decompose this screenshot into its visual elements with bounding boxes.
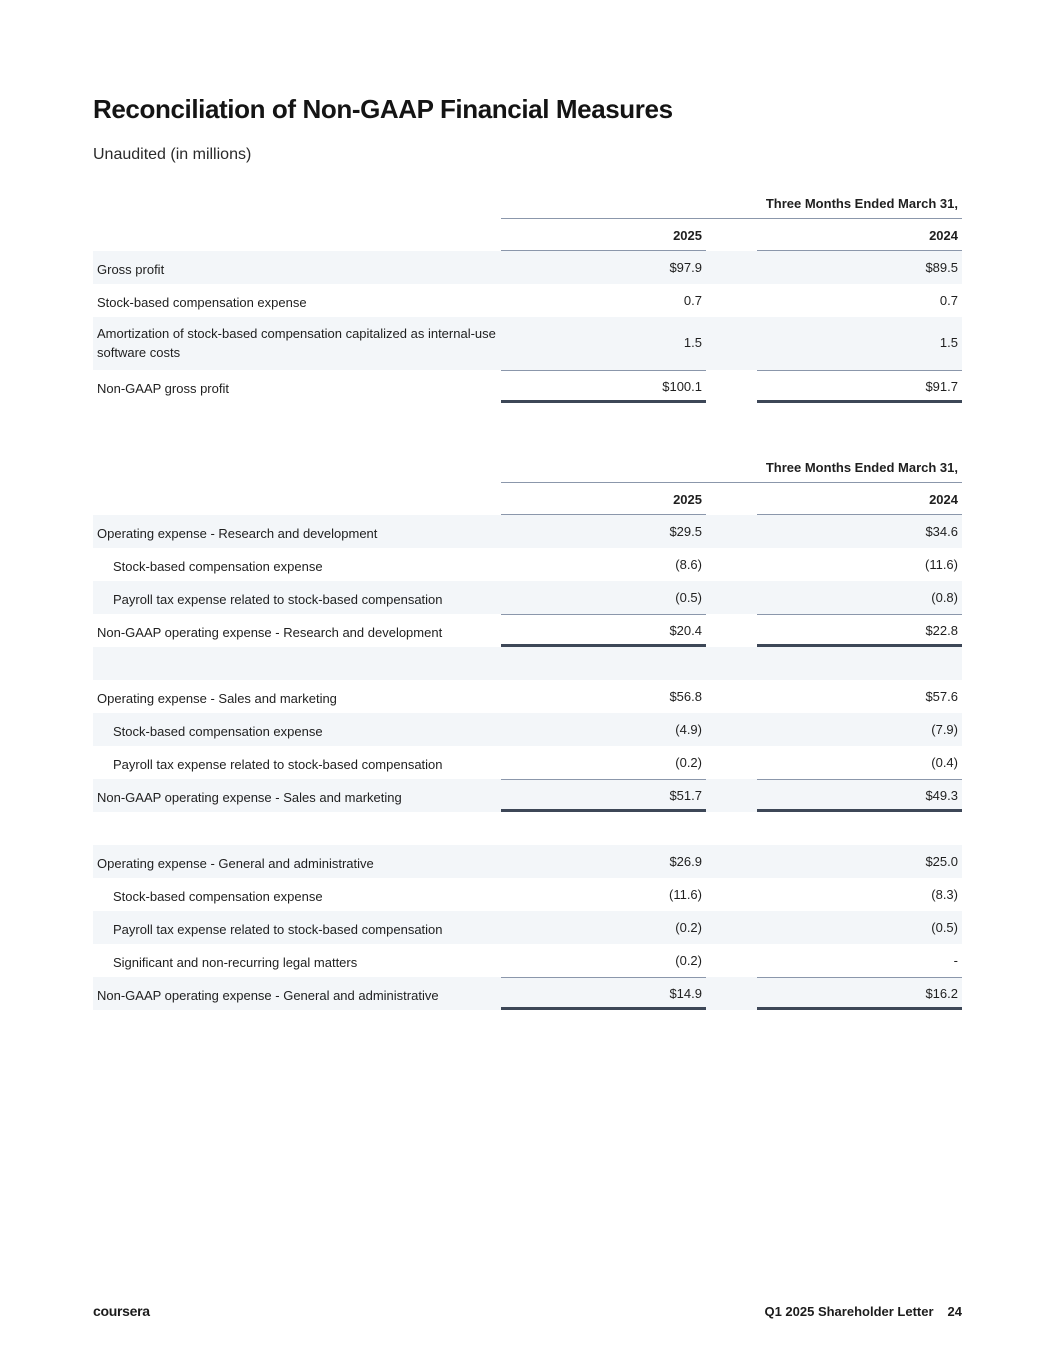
document-label: Q1 2025 Shareholder Letter: [764, 1304, 934, 1319]
divider: [757, 977, 962, 978]
period-header: [93, 452, 962, 483]
year-2025-header: 2025: [673, 492, 702, 507]
table-row: [93, 515, 962, 548]
divider: [501, 370, 706, 371]
value-2024: $57.6: [925, 689, 958, 704]
operating-expense-table: [93, 452, 962, 1010]
table-row: [93, 548, 962, 581]
row-label: Amortization of stock-based compensation capitalized as internal-use software costs: [97, 326, 496, 360]
table-row: [93, 680, 962, 713]
value-2025: 1.5: [683, 335, 702, 350]
value-2024: $16.2: [925, 986, 958, 1001]
row-label: Non-GAAP operating expense - General and administrative: [97, 988, 439, 1003]
divider: [501, 1007, 706, 1010]
value-2025: $51.7: [669, 788, 702, 803]
value-2025: (11.6): [669, 887, 702, 902]
period-label: Three Months Ended March 31,: [765, 196, 958, 211]
value-2025: $20.4: [669, 623, 702, 638]
value-2025: (0.5): [675, 590, 702, 605]
row-label: Non-GAAP gross profit: [97, 381, 229, 396]
divider: [501, 400, 706, 403]
value-2024: $25.0: [925, 854, 958, 869]
divider: [757, 779, 962, 780]
spacer-row: [93, 647, 962, 680]
value-2025: $100.1: [662, 379, 702, 394]
table-row: [93, 878, 962, 911]
period-header: [93, 188, 962, 219]
page-footer: [764, 1304, 962, 1319]
value-2024: $89.5: [925, 260, 958, 275]
divider: [501, 977, 706, 978]
divider: [501, 779, 706, 780]
value-2024: (0.4): [931, 755, 958, 770]
total-row: [93, 779, 962, 812]
year-2025-header: 2025: [673, 228, 702, 243]
row-label: Stock-based compensation expense: [97, 295, 307, 310]
row-label: Operating expense - Sales and marketing: [97, 691, 337, 706]
page-subtitle: Unaudited (in millions): [93, 146, 252, 163]
value-2024: -: [953, 953, 958, 968]
year-2024-header: 2024: [929, 228, 958, 243]
coursera-logo: coursera: [93, 1303, 150, 1319]
row-label: Non-GAAP operating expense - Research and development: [97, 625, 443, 640]
row-label: Operating expense - Research and development: [97, 526, 378, 541]
value-2024: $34.6: [925, 524, 958, 539]
value-2024: (0.5): [931, 920, 958, 935]
total-row: [93, 614, 962, 647]
period-label: Three Months Ended March 31,: [765, 460, 958, 475]
table-row: [93, 713, 962, 746]
divider: [757, 614, 962, 615]
gross-profit-table: [93, 188, 962, 403]
row-label: Stock-based compensation expense: [113, 559, 323, 574]
value-2024: 1.5: [939, 335, 958, 350]
value-2024: $49.3: [925, 788, 958, 803]
page-number: 24: [947, 1304, 962, 1319]
row-label: Stock-based compensation expense: [113, 724, 323, 739]
table-row: [93, 284, 962, 317]
year-header: [93, 483, 962, 515]
value-2025: (4.9): [675, 722, 702, 737]
row-label: Non-GAAP operating expense - Sales and marketing: [97, 790, 402, 805]
value-2024: (8.3): [931, 887, 958, 902]
table-row: [93, 581, 962, 614]
year-header: [93, 219, 962, 251]
total-row: [93, 977, 962, 1010]
value-2024: $91.7: [925, 379, 958, 394]
value-2024: (0.8): [931, 590, 958, 605]
row-label: Payroll tax expense related to stock-based compensation: [113, 757, 443, 772]
year-2024-header: 2024: [929, 492, 958, 507]
value-2025: (0.2): [675, 755, 702, 770]
table-row: [93, 251, 962, 284]
table-row: [93, 944, 962, 977]
value-2025: (0.2): [675, 953, 702, 968]
value-2025: $56.8: [669, 689, 702, 704]
row-label: Gross profit: [97, 262, 165, 277]
value-2024: $22.8: [925, 623, 958, 638]
page-title: Reconciliation of Non-GAAP Financial Measures: [93, 94, 673, 124]
value-2025: (8.6): [675, 557, 702, 572]
row-label: Payroll tax expense related to stock-based compensation: [113, 922, 443, 937]
row-label: Significant and non-recurring legal matters: [113, 955, 358, 970]
value-2025: $97.9: [669, 260, 702, 275]
spacer-row: [93, 812, 962, 845]
table-row: [93, 746, 962, 779]
divider: [757, 370, 962, 371]
value-2025: $26.9: [669, 854, 702, 869]
value-2024: (11.6): [925, 557, 958, 572]
row-label: Operating expense - General and administrative: [97, 856, 374, 871]
divider: [757, 1007, 962, 1010]
table-row: [93, 317, 962, 370]
value-2024: 0.7: [939, 293, 958, 308]
row-label: Stock-based compensation expense: [113, 889, 323, 904]
divider: [501, 614, 706, 615]
value-2025: $29.5: [669, 524, 702, 539]
divider: [757, 400, 962, 403]
value-2025: (0.2): [675, 920, 702, 935]
value-2025: $14.9: [669, 986, 702, 1001]
value-2024: (7.9): [931, 722, 958, 737]
row-label: Payroll tax expense related to stock-based compensation: [113, 592, 443, 607]
table-row: [93, 911, 962, 944]
table-row: [93, 845, 962, 878]
total-row: [93, 370, 962, 403]
value-2025: 0.7: [683, 293, 702, 308]
